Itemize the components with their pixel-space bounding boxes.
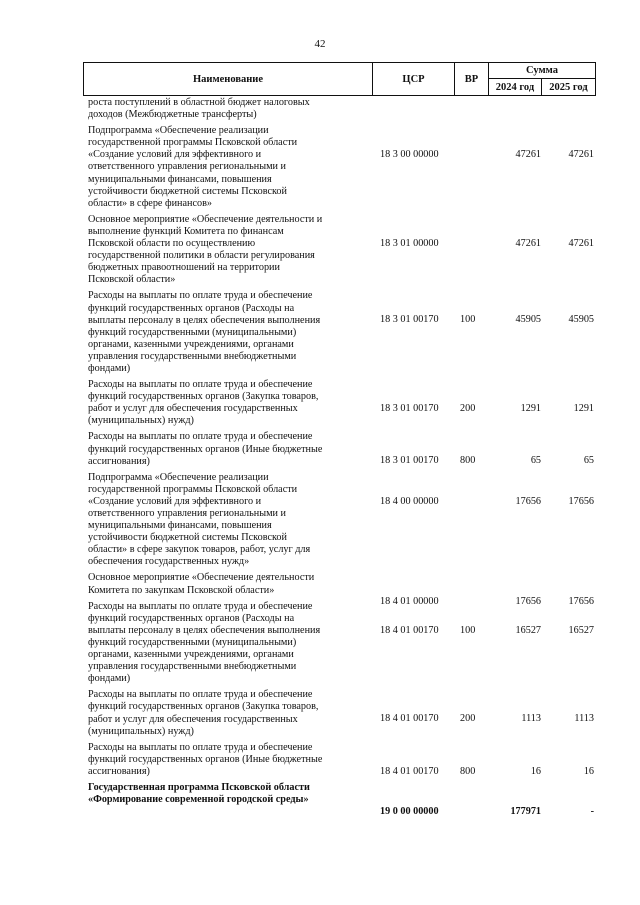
row-csr: 19 0 00 00000	[380, 805, 439, 817]
row-amount-2025: 45905	[568, 314, 594, 326]
page-number: 42	[314, 38, 326, 50]
row-amount-2025: 16527	[568, 624, 594, 636]
row-amount-2024: 177971	[510, 805, 541, 817]
header-year-2024: 2024 год	[489, 79, 542, 95]
row-name: Расходы на выплаты по оплате труда и обеспечение функций государственных органов (Расходы на выплаты персоналу в целях обеспечения выполнения функций государственными (муниципальными) органами, казенными учреждениями, органами управления государственными внебюджетными фондами)	[88, 290, 321, 374]
row-csr: 18 4 01 00170	[380, 713, 439, 725]
row-amount-2025: 17656	[568, 495, 594, 507]
row-csr: 18 4 01 00000	[380, 596, 439, 608]
row-name: роста поступлений в областной бюджет налоговых доходов (Межбюджетные трансферты)	[88, 97, 310, 121]
row-csr: 18 4 01 00170	[380, 765, 439, 777]
row-vr: 200	[460, 713, 476, 725]
row-amount-2024: 16527	[515, 624, 541, 636]
row-amount-2025: -	[590, 805, 594, 817]
table-row	[88, 290, 598, 375]
row-amount-2025: 47261	[568, 149, 594, 161]
row-amount-2025: 16	[583, 765, 594, 777]
table-row	[88, 601, 598, 686]
row-amount-2024: 16	[530, 765, 541, 777]
row-amount-2025: 1113	[574, 713, 594, 725]
row-amount-2024: 1291	[520, 403, 541, 415]
row-name: Подпрограмма «Обеспечение реализации государственной программы Псковской области «Создание условий для эффективного и ответственного управления региональными и муниципальными финансами, повышения устойчивости бюджетной системы Псковской области» в сфере закупок товаров, работ, услуг для обеспечения государственных нужд»	[88, 471, 311, 568]
row-name: Расходы на выплаты по оплате труда и обеспечение функций государственных органов (Расходы на выплаты персоналу в целях обеспечения выполнения функций государственными (муниципальными) органами, казенными учреждениями, органами управления государственными внебюджетными фондами)	[88, 600, 321, 685]
table-row	[88, 781, 598, 817]
table-row	[88, 214, 598, 287]
header-year-2025: 2025 год	[549, 81, 588, 93]
header-sum: Сумма	[489, 63, 595, 79]
row-csr: 18 3 01 00170	[380, 314, 439, 326]
row-csr: 18 4 00 00000	[380, 495, 439, 507]
table-row	[88, 572, 598, 608]
row-amount-2024: 47261	[515, 237, 541, 249]
row-amount-2024: 17656	[515, 596, 541, 608]
row-name: Основное мероприятие «Обеспечение деятельности Комитета по закупкам Псковской области»	[88, 572, 315, 596]
row-vr: 100	[460, 314, 476, 326]
row-amount-2025: 17656	[568, 596, 594, 608]
table-row	[88, 125, 598, 210]
row-amount-2024: 65	[530, 455, 541, 467]
row-csr: 18 4 01 00170	[380, 624, 439, 636]
row-vr: 100	[460, 624, 476, 636]
table-row	[88, 431, 598, 467]
row-amount-2024: 1113	[521, 713, 541, 725]
row-name: Расходы на выплаты по оплате труда и обеспечение функций государственных органов (Закупка товаров, работ и услуг для обеспечения государственных (муниципальных) нужд)	[88, 689, 319, 737]
row-amount-2025: 47261	[568, 237, 594, 249]
header-vr: ВР	[455, 63, 489, 95]
row-amount-2024: 17656	[515, 495, 541, 507]
row-csr: 18 3 01 00170	[380, 403, 439, 415]
table-row	[88, 472, 598, 569]
row-vr: 800	[460, 455, 476, 467]
table-row	[88, 97, 598, 121]
row-amount-2024: 47261	[515, 149, 541, 161]
table-row	[88, 742, 598, 778]
row-csr: 18 3 00 00000	[380, 149, 439, 161]
row-vr: 800	[460, 765, 476, 777]
row-name: Государственная программа Псковской области «Формирование современной городской среды»	[88, 781, 310, 806]
row-csr: 18 3 01 00170	[380, 455, 439, 467]
row-csr: 18 3 01 00000	[380, 237, 439, 249]
row-name: Расходы на выплаты по оплате труда и обеспечение функций государственных органов (Закупка товаров, работ и услуг для обеспечения государственных (муниципальных) нужд)	[88, 379, 319, 427]
row-name: Основное мероприятие «Обеспечение деятельности и выполнение функций Комитета по финансам Псковской области по осуществлению государственной политики в области регулирования бюджетных правоотношений на территории Псковской области»	[88, 213, 323, 286]
header-csr: ЦСР	[373, 63, 455, 95]
table-row	[88, 689, 598, 737]
row-amount-2025: 1291	[573, 403, 594, 415]
table-header	[83, 62, 596, 96]
row-amount-2024: 45905	[515, 314, 541, 326]
header-name: Наименование	[84, 63, 373, 95]
table-row	[88, 379, 598, 427]
row-name: Расходы на выплаты по оплате труда и обеспечение функций государственных органов (Иные бюджетные ассигнования)	[88, 741, 323, 777]
row-vr: 200	[460, 403, 476, 415]
row-name: Расходы на выплаты по оплате труда и обеспечение функций государственных органов (Иные бюджетные ассигнования)	[88, 431, 323, 467]
row-amount-2025: 65	[583, 455, 594, 467]
table-body	[88, 97, 598, 817]
row-name: Подпрограмма «Обеспечение реализации государственной программы Псковской области «Создание условий для эффективного и ответственного управления региональными и муниципальными финансами, повышения устойчивости бюджетной системы Псковской области» в сфере финансов»	[88, 125, 298, 209]
